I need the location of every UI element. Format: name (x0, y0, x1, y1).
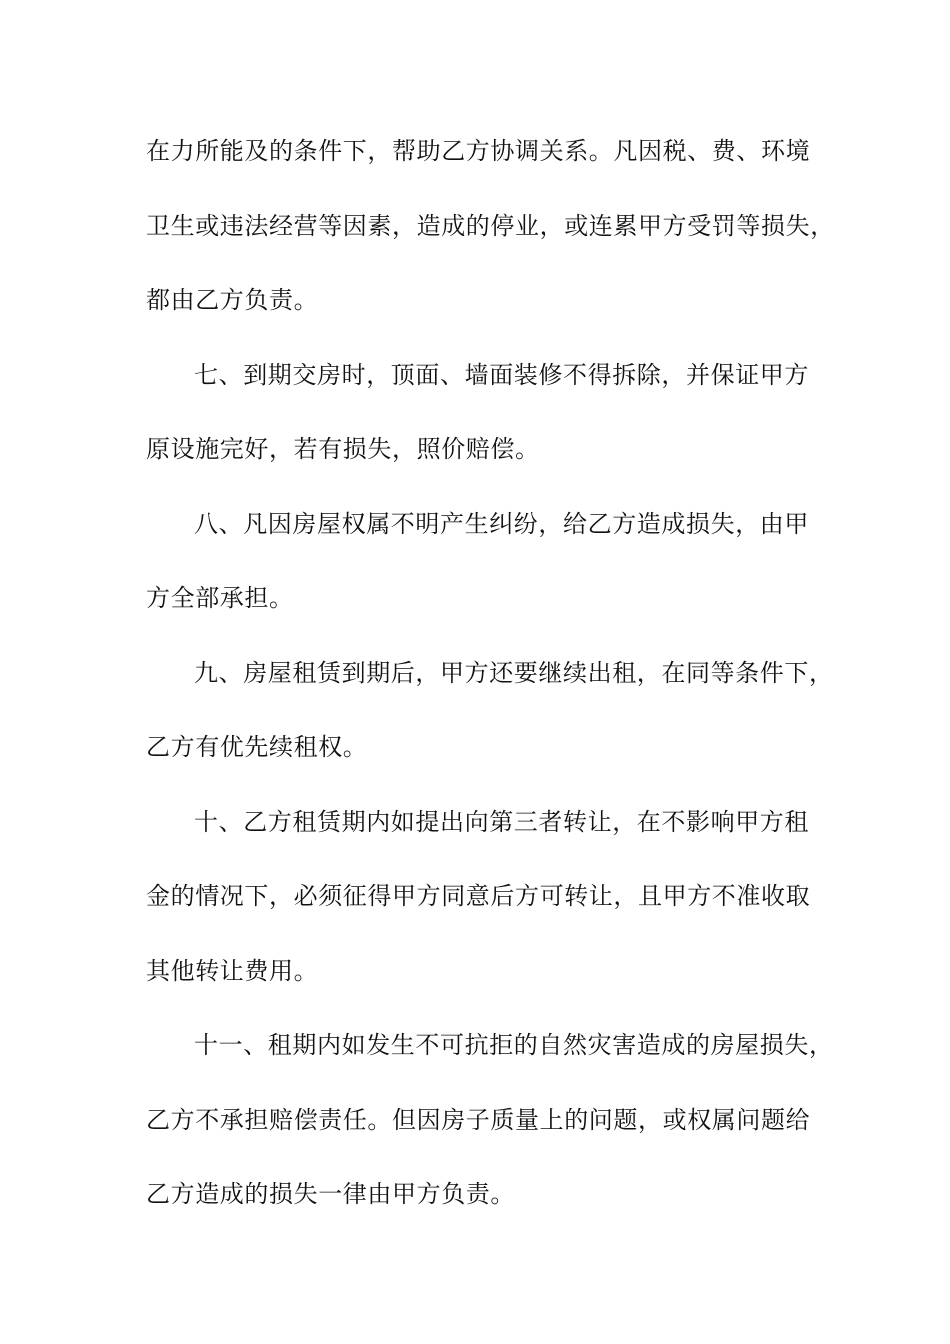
text-line: 九、房屋租赁到期后，甲方还要继续出租，在同等条件下， (194, 658, 834, 687)
text-line: 七、到期交房时，顶面、墙面装修不得拆除，并保证甲方 (194, 360, 809, 389)
text-line: 原设施完好，若有损失，照价赔偿。 (146, 435, 540, 463)
text-line: 乙方造成的损失一律由甲方负责。 (146, 1180, 515, 1208)
text-line: 八、凡因房屋权属不明产生纠纷，给乙方造成损失，由甲 (194, 509, 809, 538)
text-line: 十、乙方租赁期内如提出向第三者转让，在不影响甲方租 (194, 807, 809, 836)
text-line: 乙方有优先续租权。 (146, 733, 368, 761)
text-line: 在力所能及的条件下，帮助乙方协调关系。凡因税、费、环境 (146, 137, 811, 165)
document-body (146, 114, 835, 1232)
text-line: 都由乙方负责。 (146, 286, 319, 314)
text-line: 十一、租期内如发生不可抗拒的自然灾害造成的房屋损失， (194, 1031, 834, 1059)
text-line: 乙方不承担赔偿责任。但因房子质量上的问题，或权属问题给 (146, 1105, 811, 1134)
text-line: 方全部承担。 (146, 584, 294, 612)
text-line: 金的情况下，必须征得甲方同意后方可转让，且甲方不准收取 (146, 882, 811, 910)
text-line: 其他转让费用。 (146, 956, 319, 985)
text-line: 卫生或违法经营等因素，造成的停业，或连累甲方受罚等损失， (146, 211, 835, 240)
